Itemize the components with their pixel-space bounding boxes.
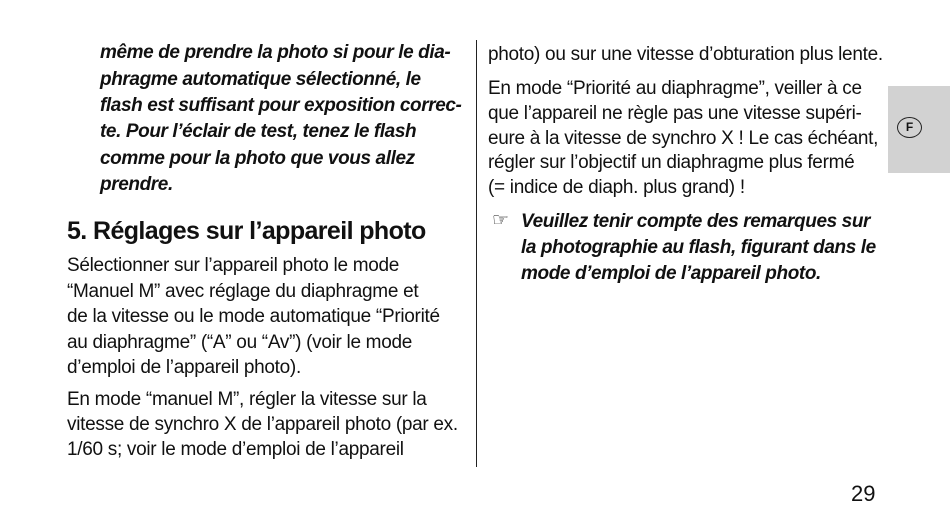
intro-line: flash est suffisant pour exposition correc- bbox=[100, 95, 462, 116]
text-line: En mode “manuel M”, régler la vitesse sur la bbox=[67, 389, 427, 410]
text-line: d’emploi de l’appareil photo). bbox=[67, 357, 301, 378]
text-line: que l’appareil ne règle pas une vitesse supéri- bbox=[488, 103, 862, 124]
text-line: Sélectionner sur l’appareil photo le mode bbox=[67, 255, 400, 276]
intro-line: phragme automatique sélectionné, le bbox=[100, 69, 421, 90]
text-line: photo) ou sur une vitesse d’obturation plus lente. bbox=[488, 44, 883, 65]
note-line: Veuillez tenir compte des remarques sur bbox=[521, 211, 871, 232]
note-line: la photographie au flash, figurant dans le bbox=[521, 237, 876, 258]
text-line: (= indice de diaph. plus grand) ! bbox=[488, 177, 745, 198]
text-line: régler sur l’objectif un diaphragme plus fermé bbox=[488, 152, 855, 173]
intro-line: même de prendre la photo si pour le dia- bbox=[100, 42, 451, 63]
text-line: de la vitesse ou le mode automatique “Priorité bbox=[67, 306, 440, 327]
text-line: vitesse de synchro X de l’appareil photo (par ex. bbox=[67, 414, 458, 435]
intro-line: prendre. bbox=[100, 174, 173, 195]
intro-line: comme pour la photo que vous allez bbox=[100, 148, 415, 169]
note-line: mode d’emploi de l’appareil photo. bbox=[521, 263, 821, 284]
intro-line: te. Pour l’éclair de test, tenez le flash bbox=[100, 121, 417, 142]
pointing-hand-icon: ☞ bbox=[492, 210, 510, 231]
text-line: “Manuel M” avec réglage du diaphragme et bbox=[67, 281, 419, 302]
text-line: au diaphragme” (“A” ou “Av”) (voir le mode bbox=[67, 332, 413, 353]
page-number: 29 bbox=[851, 481, 876, 506]
text-line: En mode “Priorité au diaphragme”, veiller à ce bbox=[488, 78, 862, 99]
language-marker: F bbox=[897, 117, 922, 138]
text-line: 1/60 s; voir le mode d’emploi de l’appareil bbox=[67, 439, 404, 460]
text-line: eure à la vitesse de synchro X ! Le cas échéant, bbox=[488, 128, 879, 149]
column-divider bbox=[476, 40, 477, 467]
section-heading: 5. Réglages sur l’appareil photo bbox=[67, 217, 426, 245]
